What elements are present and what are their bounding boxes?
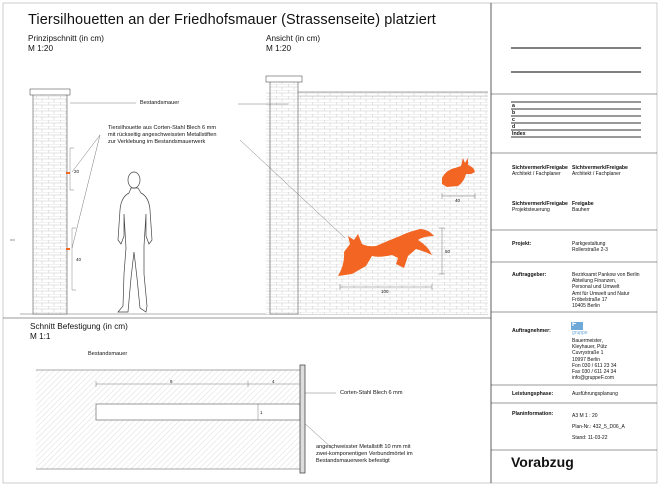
approval-4: Freigabe Bauherr bbox=[572, 201, 594, 214]
approval-3: Sichtvermerk/Freigabe Projektsteuerung bbox=[512, 201, 568, 214]
dim-fox-width: 100 bbox=[381, 289, 389, 294]
fixing-section-label: Schnitt Befestigung (in cm) M 1:1 bbox=[30, 322, 128, 341]
dim-detail-c: 1 bbox=[260, 410, 263, 415]
approval-1: Sichtvermerk/Freigabe Architekt / Fachplaner bbox=[512, 165, 568, 178]
dim-detail-a: 8 bbox=[170, 379, 173, 384]
dim-detail-b: 4 bbox=[272, 379, 275, 384]
wall-elevation bbox=[266, 76, 488, 314]
dim-fox-height: 50 bbox=[445, 249, 451, 254]
client-value: Bezirksamt Pankow von Berlin Abteilung Finanzen, Personal und Umwelt Amt für Umwelt und Natur Fröbelstraße 17 10405 Berlin bbox=[572, 272, 640, 310]
human-figure bbox=[118, 172, 152, 312]
plan-values: A3 M 1 : 20 Plan-Nr.: 432_5_D06_A Stand: 11-03-22 bbox=[572, 413, 625, 441]
principle-section-label: Prinzipschnitt (in cm) M 1:20 bbox=[28, 34, 104, 53]
dim-left-2: 40 bbox=[76, 257, 82, 262]
phase-label: Leistungsphase: bbox=[512, 391, 554, 397]
elevation-section-label: Ansicht (in cm) M 1:20 bbox=[266, 34, 321, 53]
dim-left-1: 20 bbox=[74, 169, 80, 174]
section-pillar bbox=[30, 89, 76, 314]
draft-stamp: Vorabzug bbox=[511, 454, 574, 470]
revision-index: a b c d Index bbox=[512, 103, 526, 137]
page-title: Tiersilhouetten an der Friedhofsmauer (Strassenseite) platziert bbox=[28, 12, 436, 28]
logo: gruppe F bbox=[572, 321, 588, 336]
plan-label: Planinformation: bbox=[512, 411, 554, 417]
dim-hare: 40 bbox=[455, 198, 461, 203]
contractor-label: Auftragnehmer: bbox=[512, 328, 551, 334]
contractor-value: Bauermeister, Kleyhauer, Pütz Cuvrystraße 1 10997 Berlin Fon 030 / 611 23 34 Fax 030 / 611 24 34 info@gruppeF.com bbox=[572, 338, 617, 382]
approval-2: Sichtvermerk/Freigabe Architekt / Fachplaner bbox=[572, 165, 628, 178]
silhouette-note: Tiersilhouette aus Corten-Stahl Blech 6 mm mit rückseitig angeschweissten Metallstiften zur Verklebung im Bestandsmauerwerk bbox=[108, 125, 217, 145]
client-label: Auftraggeber: bbox=[512, 272, 547, 278]
wall-detail-label: Bestandsmauer bbox=[88, 351, 128, 357]
project-value: Parkgestaltung Rollerstraße 2-3 bbox=[572, 241, 608, 254]
sheet-label: Corten-Stahl Blech 6 mm bbox=[340, 390, 403, 396]
project-label: Projekt: bbox=[512, 241, 532, 247]
phase-value: Ausführungsplanung bbox=[572, 391, 618, 397]
wall-top-label: Bestandsmauer bbox=[140, 100, 180, 106]
pin-note: angeschweisster Metallstift 10 mm mit zwei-komponentigen Verbundmörtel im Bestandsmauerwerk befestigt bbox=[316, 444, 413, 464]
